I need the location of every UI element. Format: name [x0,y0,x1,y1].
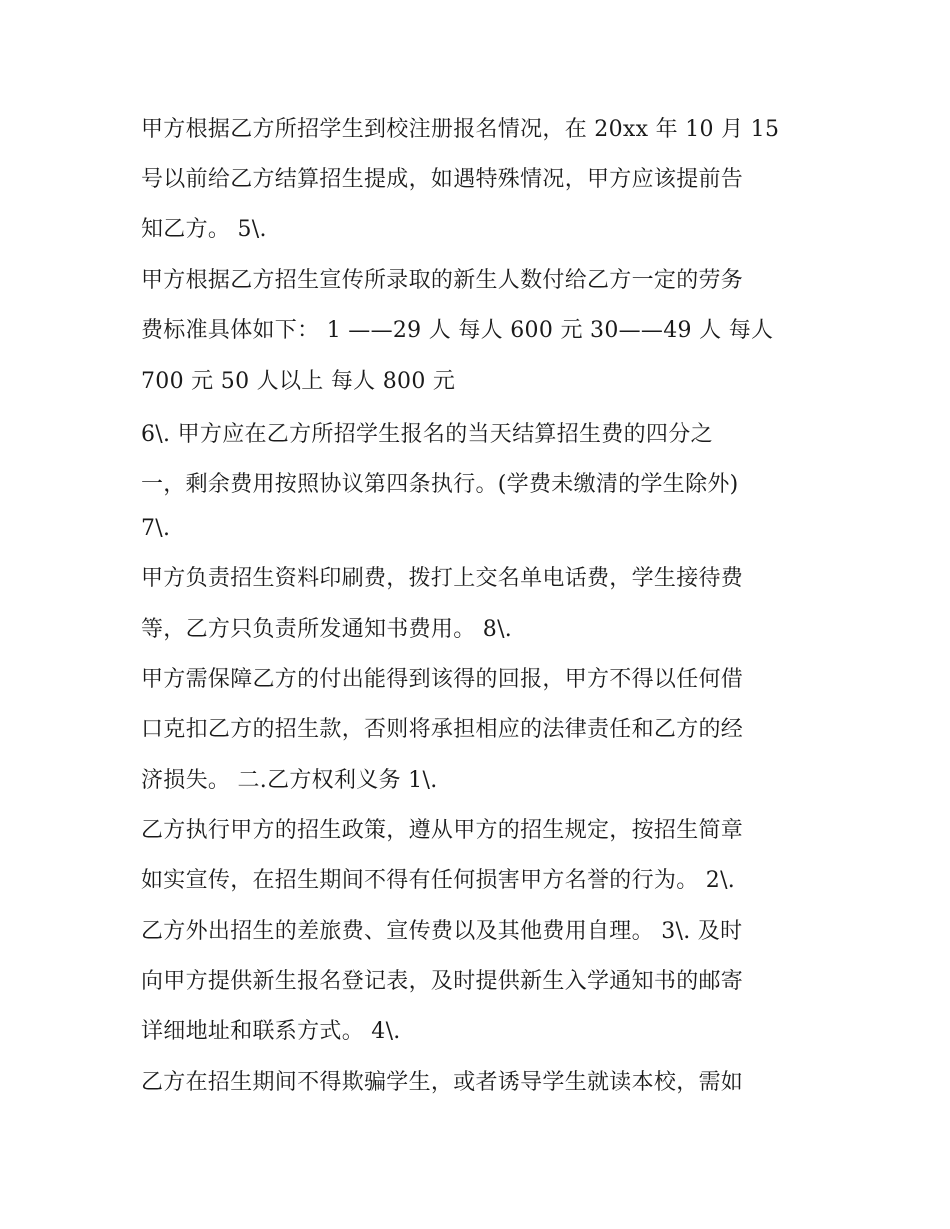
text-line: 乙方在招生期间不得欺骗学生，或者诱导学生就读本校，需如 [141,1070,744,1095]
text-line: 等，乙方只负责所发通知书费用。 8\. [141,617,513,642]
text-line: 向甲方提供新生报名登记表，及时提供新生入学通知书的邮寄 [141,969,744,994]
text-line: 700 元 50 人以上 每人 800 元 [141,369,456,394]
text-line: 一，剩余费用按照协议第四条执行。(学费未缴清的学生除外) [141,472,739,497]
text-line: 甲方需保障乙方的付出能得到该得的回报，甲方不得以任何借 [141,667,744,692]
text-line: 知乙方。 5\. [141,217,267,242]
text-line: 如实宣传，在招生期间不得有任何损害甲方名誉的行为。 2\. [141,868,736,893]
text-line: 乙方外出招生的差旅费、宣传费以及其他费用自理。 3\. 及时 [141,919,743,944]
text-line: 甲方负责招生资料印刷费，拨打上交名单电话费，学生接待费 [141,566,744,591]
text-line: 甲方根据乙方所招学生到校注册报名情况，在 20xx 年 10 月 15 [141,117,780,142]
text-line: 甲方根据乙方招生宣传所录取的新生人数付给乙方一定的劳务 [141,268,744,293]
text-line: 7\. [141,516,171,541]
text-line: 口克扣乙方的招生款，否则将承担相应的法律责任和乙方的经 [141,717,744,742]
text-line: 6\. 甲方应在乙方所招学生报名的当天结算招生费的四分之 [141,422,713,447]
text-line: 号以前给乙方结算招生提成，如遇特殊情况，甲方应该提前告 [141,167,744,192]
text-line: 详细地址和联系方式。 4\. [141,1019,401,1044]
text-line: 济损失。 二.乙方权利义务 1\. [141,768,438,793]
text-line: 乙方执行甲方的招生政策，遵从甲方的招生规定，按招生简章 [141,818,744,843]
text-line: 费标准具体如下： 1 ——29 人 每人 600 元 30——49 人 每人 [141,318,774,343]
